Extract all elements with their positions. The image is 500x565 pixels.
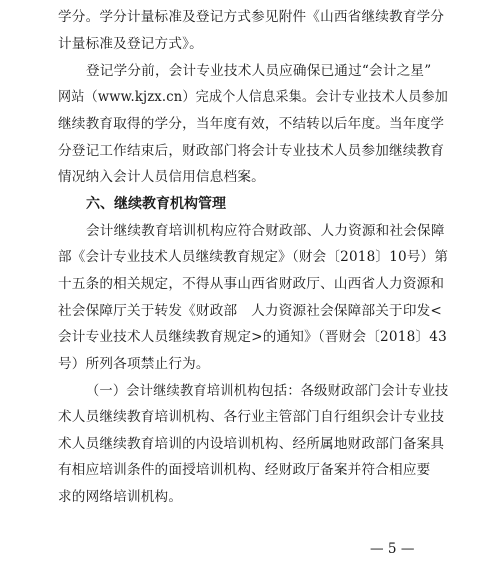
body-text-line: 登记学分前，会计专业技术人员应确保已通过“会计之星”	[86, 63, 432, 79]
section-heading: 六、继续教育机构管理	[86, 196, 226, 212]
body-text-line: 求的网络培训机构。	[58, 489, 183, 505]
body-text-line: 十五条的相关规定，不得从事山西省财政厅、山西省人力资源和	[58, 276, 445, 292]
body-text-line: 学分。学分计量标准及登记方式参见附件《山西省继续教育学分	[58, 9, 445, 25]
body-text-line: （一）会计继续教育培训机构包括：各级财政部门会计专业技	[86, 383, 449, 399]
body-text-line: 有相应培训条件的面授培训机构、经财政厅备案并符合相应要	[58, 462, 431, 478]
body-text-line: 网站（www.kjzx.cn）完成个人信息采集。会计专业技术人员参加	[58, 89, 449, 105]
body-text-line: 术人员继续教育培训机构、各行业主管部门自行组织会计专业技	[58, 409, 445, 425]
page-number: — 5 —	[370, 541, 415, 557]
body-text-line: 部《会计专业技术人员继续教育规定》（财会〔2018〕10号）第	[58, 249, 449, 265]
body-text-line: 会计专业技术人员继续教育规定>的通知》（晋财会〔2018〕43	[58, 329, 447, 345]
body-text-line: 号）所列各项禁止行为。	[58, 356, 210, 372]
body-text-line: 情况纳入会计人员信用信息档案。	[58, 169, 265, 185]
body-text-line: 术人员继续教育培训的内设培训机构、经所属地财政部门备案具	[58, 436, 445, 452]
body-text-line: 分登记工作结束后，财政部门将会计专业技术人员参加继续教育	[58, 143, 445, 159]
body-text-line: 会计继续教育培训机构应符合财政部、人力资源和社会保障	[86, 223, 445, 239]
body-text-line: 计量标准及登记方式》。	[58, 36, 203, 52]
body-text-line: 社会保障厅关于转发《财政部 人力资源社会保障部关于印发<	[58, 303, 443, 319]
body-text-line: 继续教育取得的学分，当年度有效，不结转以后年度。当年度学	[58, 116, 445, 132]
